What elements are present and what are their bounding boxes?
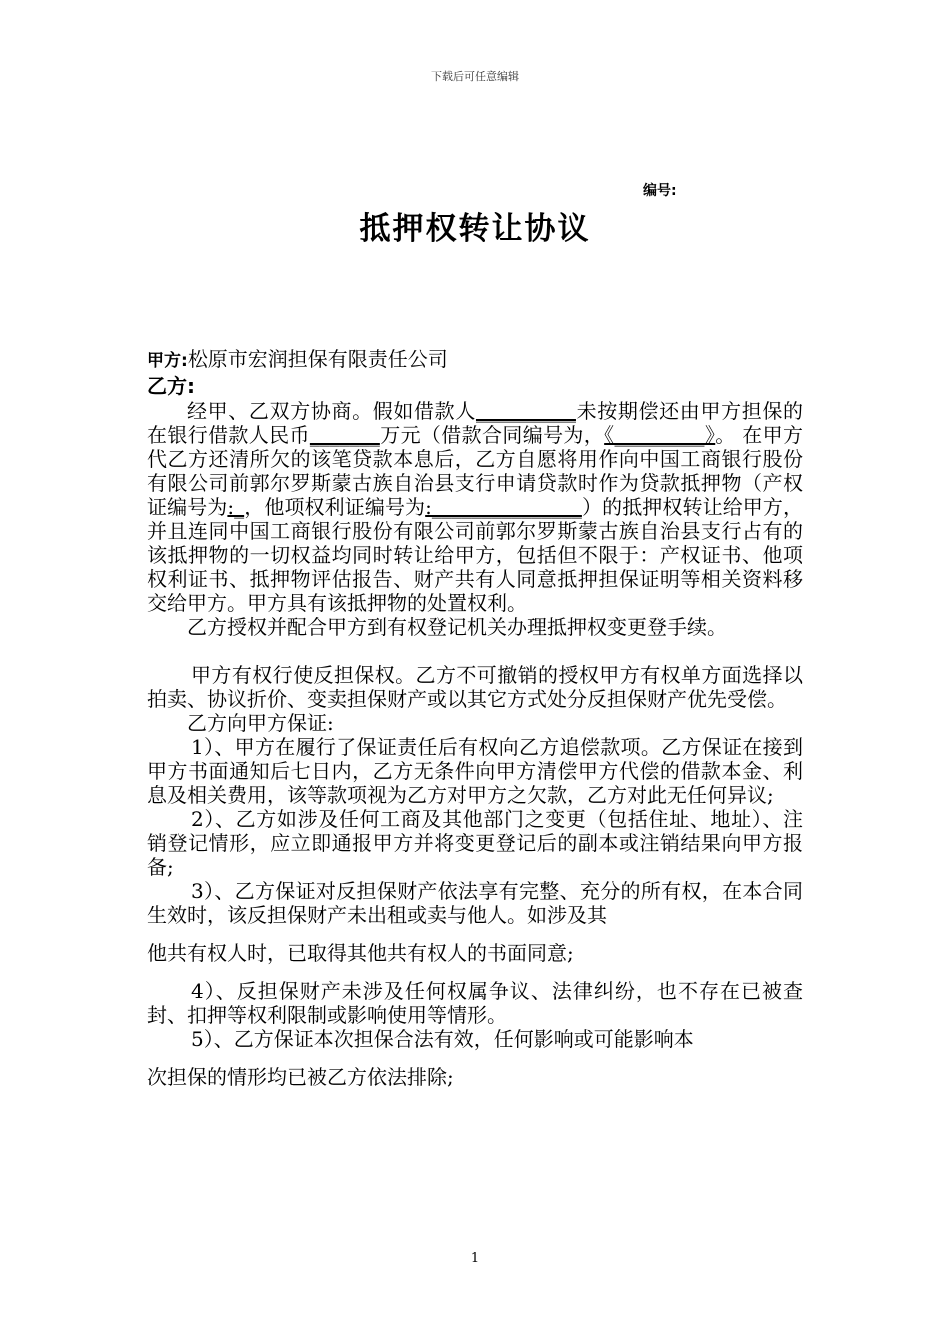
guarantee-item-4: 4）、反担保财产未涉及任何权属争议、法律纠纷，也不存在已被查封、扣押等权利限制或影响使用等情形。	[147, 979, 803, 1027]
party-b-label: 乙方:	[147, 374, 195, 398]
paragraph-4: 乙方向甲方保证:	[187, 711, 334, 735]
party-a-label: 甲方:	[147, 351, 188, 371]
contract-number-blank: 《_________》	[604, 423, 716, 447]
guarantee-item-5: 5）、乙方保证本次担保合法有效，任何影响或可能影响本	[191, 1027, 694, 1051]
party-a-line	[147, 347, 448, 373]
agreement-body	[147, 399, 803, 1089]
doc-number-label: 编号:	[643, 183, 677, 199]
amount-blank: _______	[309, 423, 380, 447]
paragraph-2: 乙方授权并配合甲方到有权登记机关办理抵押权变更登手续。	[187, 615, 727, 639]
header-note: 下载后可任意编辑	[431, 70, 519, 83]
other-right-cert-blank: :_______________	[425, 495, 582, 519]
paragraph-3: 甲方有权行使反担保权。乙方不可撤销的授权甲方有权单方面选择以拍卖、协议折价、变卖担保财产或以其它方式处分反担保财产优先受偿。	[147, 663, 803, 711]
party-a-name: 松原市宏润担保有限责任公司	[187, 347, 448, 371]
property-cert-blank: :_	[227, 495, 245, 519]
guarantee-item-3-cont: 他共有权人时，已取得其他共有权人的书面同意;	[147, 941, 574, 965]
party-b-line	[147, 374, 195, 398]
paragraph-1: 经甲、乙双方协商。假如借款人__________未按期偿还由甲方担保的在银行借款人民币_______万元（借款合同编号为，《_________》。 在甲方代乙方还清所欠的该笔贷款本息后，乙方自愿将用作向中国工商银行股份有限公司前郭尔罗斯蒙古族自治县支行申请贷款时作为贷款抵押物（产权证编号为:_，他项权利证编号为:_______________）的抵押权转让给甲方，并且连同中国工商银行股份有限公司前郭尔罗斯蒙古族自治县支行占有的该抵押物的一切权益均同时转让给甲方，包括但不限于：产权证书、他项权利证书、抵押物评估报告、财产共有人同意抵押担保证明等相关资料移交给甲方。甲方具有该抵押物的处置权利。	[147, 399, 804, 615]
borrower-blank: __________	[475, 399, 576, 423]
document-title: 抵押权转让协议	[359, 211, 591, 247]
guarantee-item-3: 3）、乙方保证对反担保财产依法享有完整、充分的所有权，在本合同生效时，该反担保财产未出租或卖与他人。如涉及其	[147, 879, 803, 927]
guarantee-item-2: 2）、乙方如涉及任何工商及其他部门之变更（包括住址、地址）、注销登记情形，应立即通报甲方并将变更登记后的副本或注销结果向甲方报备;	[147, 807, 803, 879]
page-number: 1	[470, 1251, 480, 1266]
guarantee-item-5-cont: 次担保的情形均已被乙方依法排除;	[147, 1065, 454, 1089]
guarantee-item-1: 1）、甲方在履行了保证责任后有权向乙方追偿款项。乙方保证在接到甲方书面通知后七日内，乙方无条件向甲方清偿甲方代偿的借款本金、利息及相关费用，该等款项视为乙方对甲方之欠款，乙方对此无任何异议;	[147, 735, 803, 807]
